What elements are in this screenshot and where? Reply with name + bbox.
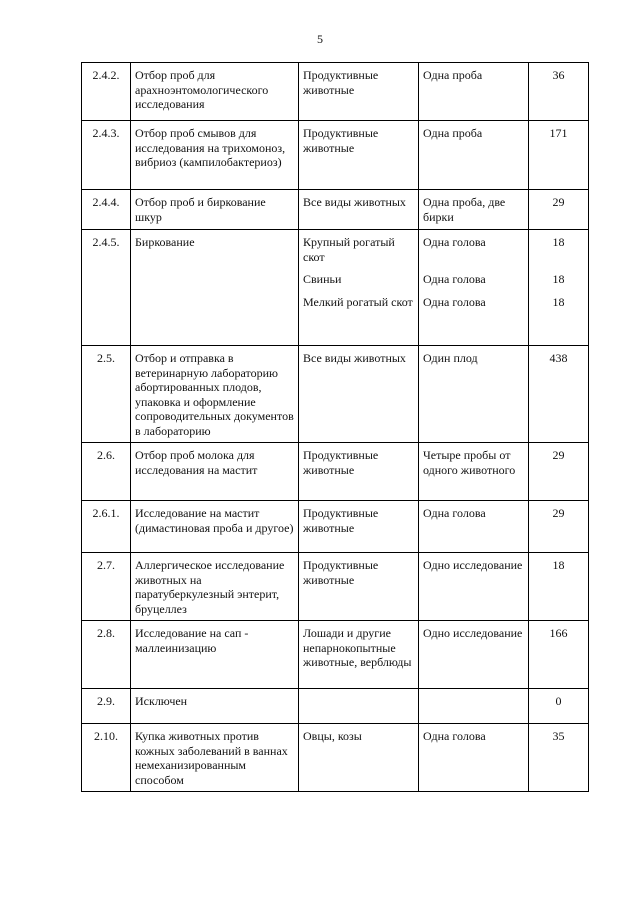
- row-number: 2.6.1.: [82, 501, 131, 553]
- table-row: [82, 121, 589, 190]
- price-cell: [529, 553, 589, 621]
- price-cell-line: 35: [552, 729, 565, 743]
- unit-cell-line: Четыре пробы от одного животного: [423, 448, 516, 477]
- animal-cell-line: Крупный рогатый скот: [303, 235, 395, 264]
- unit-cell: [419, 346, 529, 443]
- row-number: 2.10.: [82, 724, 131, 792]
- price-cell-line: 29: [552, 195, 565, 209]
- unit-cell-line: Одна голова: [423, 506, 486, 520]
- animal-cell: [299, 230, 419, 346]
- price-cell: [529, 621, 589, 689]
- row-number: 2.7.: [82, 553, 131, 621]
- animal-cell-line: Продуктивные животные: [303, 126, 379, 155]
- unit-cell: [419, 501, 529, 553]
- service-name: Отбор проб смывов для исследования на трихомоноз, вибриоз (кампилобактериоз): [131, 121, 299, 190]
- unit-cell-line: Одна голова: [423, 294, 486, 309]
- animal-cell: [299, 501, 419, 553]
- unit-cell-line: Одно исследование: [423, 558, 523, 572]
- price-cell-line: 18: [552, 272, 565, 286]
- service-name: Биркование: [131, 230, 299, 346]
- unit-cell: [419, 724, 529, 792]
- unit-cell: [419, 689, 529, 724]
- table-row: [82, 230, 589, 346]
- price-cell: [529, 230, 589, 346]
- row-number: 2.5.: [82, 346, 131, 443]
- price-cell-line: 29: [552, 448, 565, 462]
- animal-cell-line: Продуктивные животные: [303, 506, 379, 535]
- unit-cell-line: Одна голова: [423, 272, 486, 286]
- price-cell-line: 438: [549, 351, 568, 365]
- animal-cell: [299, 121, 419, 190]
- table-row: [82, 689, 589, 724]
- animal-cell: [299, 190, 419, 230]
- row-number: 2.4.5.: [82, 230, 131, 346]
- price-cell-line: 0: [555, 694, 562, 708]
- table-row: [82, 443, 589, 501]
- unit-cell-line: Одно исследование: [423, 626, 523, 640]
- table-row: [82, 346, 589, 443]
- tariff-table: [81, 62, 589, 792]
- row-number: 2.4.2.: [82, 63, 131, 121]
- animal-cell-line: Продуктивные животные: [303, 448, 379, 477]
- price-cell: [529, 346, 589, 443]
- animal-cell-line: Все виды животных: [303, 351, 406, 365]
- price-cell: [529, 443, 589, 501]
- row-number: 2.4.4.: [82, 190, 131, 230]
- unit-cell-line: Одна голова: [423, 729, 486, 743]
- unit-cell-line: Одна проба, две бирки: [423, 195, 506, 224]
- page-number: 5: [317, 32, 323, 46]
- animal-cell-line: Овцы, козы: [303, 729, 362, 743]
- animal-cell-line: Свиньи: [303, 272, 342, 286]
- row-number: 2.4.3.: [82, 121, 131, 190]
- unit-cell: [419, 190, 529, 230]
- table-row: [82, 501, 589, 553]
- service-name: Отбор проб и биркование шкур: [131, 190, 299, 230]
- unit-cell: [419, 621, 529, 689]
- animal-cell-line: Все виды животных: [303, 195, 406, 209]
- animal-cell: [299, 63, 419, 121]
- service-name: Аллергическое исследование животных на паратуберкулезный энтерит, бруцеллез: [131, 553, 299, 621]
- price-cell-line: 166: [549, 626, 568, 640]
- unit-cell-line: Одна голова: [423, 235, 486, 249]
- service-name: Исследование на мастит (димастиновая проба и другое): [131, 501, 299, 553]
- table-row: [82, 63, 589, 121]
- animal-cell-line: Продуктивные животные: [303, 558, 379, 587]
- price-cell: [529, 190, 589, 230]
- price-cell-line: 18: [552, 558, 565, 572]
- service-name: Отбор проб молока для исследования на мастит: [131, 443, 299, 501]
- unit-cell: [419, 443, 529, 501]
- unit-cell: [419, 121, 529, 190]
- animal-cell: [299, 553, 419, 621]
- service-name: Купка животных против кожных заболеваний в ваннах немеханизированным способом: [131, 724, 299, 792]
- price-cell: [529, 63, 589, 121]
- row-number: 2.9.: [82, 689, 131, 724]
- animal-cell-line: Мелкий рогатый скот: [303, 294, 413, 309]
- unit-cell: [419, 63, 529, 121]
- table-row: [82, 724, 589, 792]
- service-name: Отбор проб для арахноэнтомологического исследования: [131, 63, 299, 121]
- table-row: [82, 553, 589, 621]
- unit-cell-line: Один плод: [423, 351, 478, 365]
- table-body: [82, 63, 589, 792]
- animal-cell: [299, 724, 419, 792]
- service-name: Отбор и отправка в ветеринарную лабораторию абортированных плодов, упаковка и оформление сопроводительных документов в лабораторию: [131, 346, 299, 443]
- price-cell: [529, 724, 589, 792]
- unit-cell-line: Одна проба: [423, 126, 483, 140]
- animal-cell: [299, 621, 419, 689]
- unit-cell-line: Одна проба: [423, 68, 483, 82]
- animal-cell-line: Продуктивные животные: [303, 68, 379, 97]
- price-cell-line: 29: [552, 506, 565, 520]
- row-number: 2.6.: [82, 443, 131, 501]
- price-cell-line: 18: [552, 294, 565, 309]
- table-row: [82, 190, 589, 230]
- price-cell-line: 36: [552, 68, 565, 82]
- unit-cell: [419, 553, 529, 621]
- price-cell-line: 171: [549, 126, 568, 140]
- price-cell-line: 18: [552, 235, 565, 249]
- price-cell: [529, 121, 589, 190]
- service-name: Исследование на сап - маллеинизацию: [131, 621, 299, 689]
- unit-cell: [419, 230, 529, 346]
- row-number: 2.8.: [82, 621, 131, 689]
- table-row: [82, 621, 589, 689]
- animal-cell: [299, 346, 419, 443]
- animal-cell: [299, 689, 419, 724]
- price-cell: [529, 501, 589, 553]
- animal-cell-line: Лошади и другие непарнокопытные животные, верблюды: [303, 626, 412, 669]
- animal-cell: [299, 443, 419, 501]
- price-cell: [529, 689, 589, 724]
- service-name: Исключен: [131, 689, 299, 724]
